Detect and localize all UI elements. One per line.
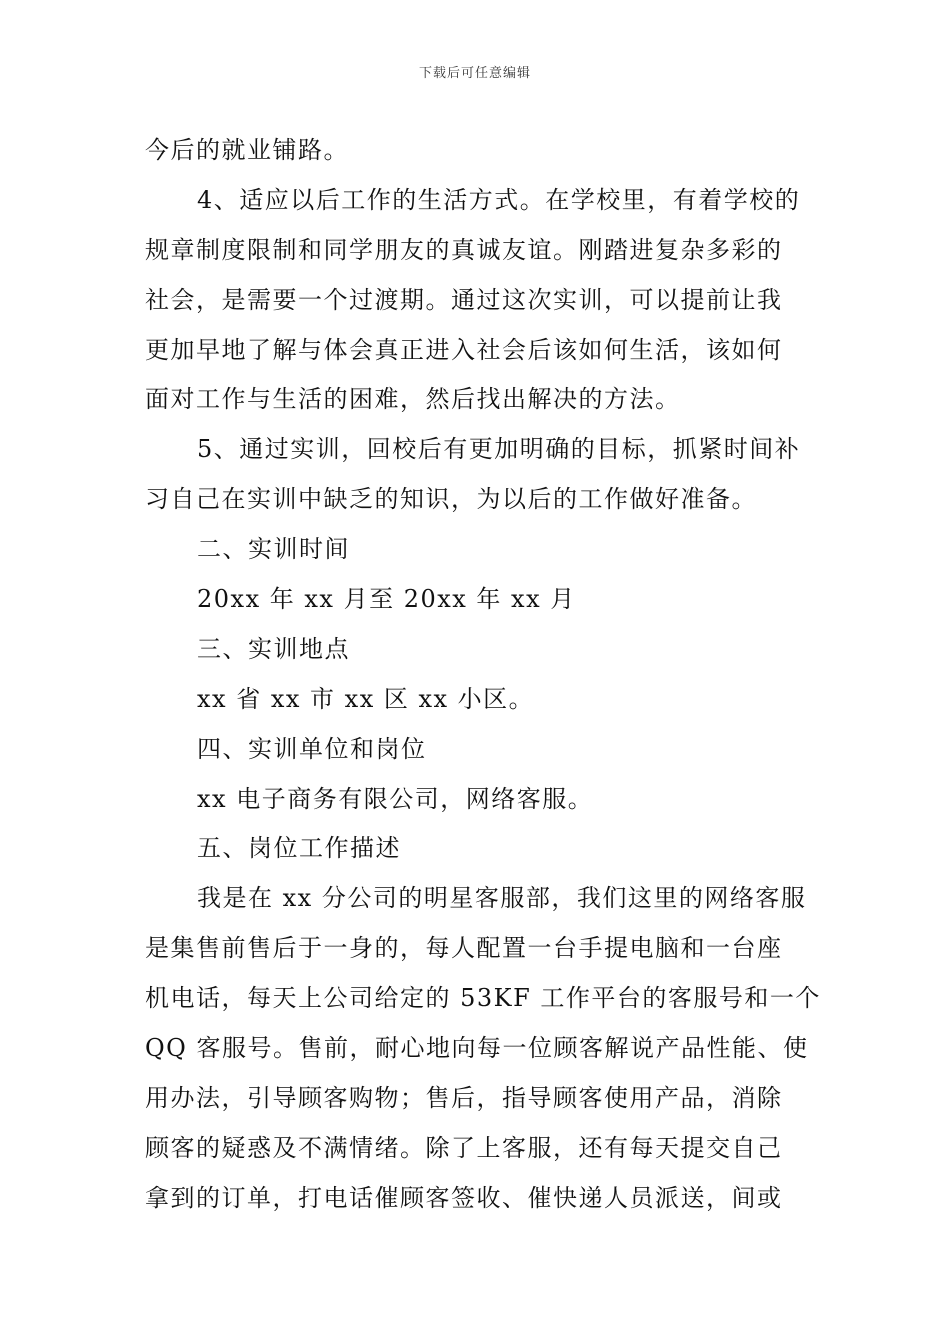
- text-line: xx 省 xx 市 xx 区 xx 小区。: [197, 684, 535, 713]
- text-line: 规章制度限制和同学朋友的真诚友谊。刚踏进复杂多彩的: [145, 235, 783, 264]
- text-line: 4、适应以后工作的生活方式。在学校里，有着学校的: [197, 185, 801, 214]
- section-heading: 五、岗位工作描述: [197, 834, 401, 863]
- text-line: 是集售前售后于一身的，每人配置一台手提电脑和一台座: [145, 934, 783, 963]
- text-line: 习自己在实训中缺乏的知识，为以后的工作做好准备。: [145, 485, 757, 514]
- text-line: 更加早地了解与体会真正进入社会后该如何生活，该如何: [145, 335, 783, 364]
- text-line: 顾客的疑惑及不满情绪。除了上客服，还有每天提交自己: [145, 1133, 783, 1162]
- text-line: 机电话，每天上公司给定的 53KF 工作平台的客服号和一个: [145, 984, 821, 1013]
- text-line: 用办法，引导顾客购物；售后，指导顾客使用产品，消除: [145, 1083, 783, 1112]
- document-body: [145, 126, 821, 1224]
- text-line: 20xx 年 xx 月至 20xx 年 xx 月: [197, 585, 576, 614]
- page-header: 下载后可任意编辑: [418, 66, 531, 81]
- text-line: 面对工作与生活的困难，然后找出解决的方法。: [145, 385, 681, 414]
- text-line: 社会，是需要一个过渡期。通过这次实训，可以提前让我: [145, 285, 783, 314]
- text-line: 今后的就业铺路。: [145, 136, 349, 164]
- text-line: 5、通过实训，回校后有更加明确的目标，抓紧时间补: [197, 435, 801, 464]
- text-line: 我是在 xx 分公司的明星客服部，我们这里的网络客服: [197, 884, 807, 913]
- section-heading: 三、实训地点: [197, 634, 350, 663]
- text-line: xx 电子商务有限公司，网络客服。: [197, 784, 594, 813]
- section-heading: 四、实训单位和岗位: [197, 734, 427, 763]
- text-line: QQ 客服号。售前，耐心地向每一位顾客解说产品性能、使: [145, 1034, 809, 1063]
- text-line: 拿到的订单，打电话催顾客签收、催快递人员派送，间或: [145, 1183, 783, 1212]
- section-heading: 二、实训时间: [197, 535, 350, 564]
